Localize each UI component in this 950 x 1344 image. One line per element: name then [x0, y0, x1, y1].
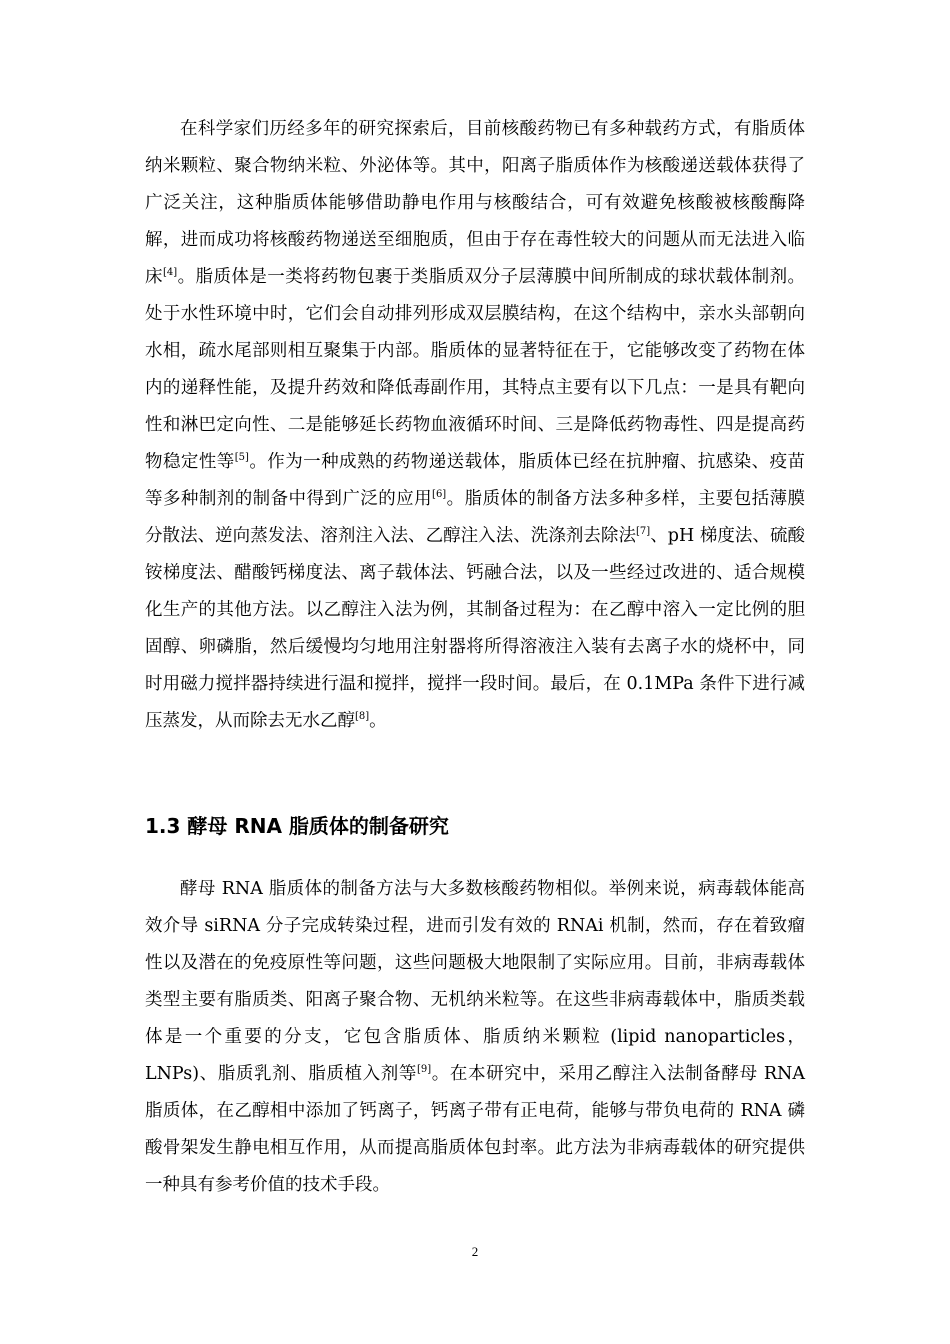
citation-ref[interactable]: [6] [432, 489, 447, 501]
body-paragraph-lipid-carriers [145, 111, 805, 740]
body-paragraph-yeast-rna-liposome [145, 871, 805, 1204]
citation-ref[interactable]: [7] [636, 526, 651, 538]
paragraph-text: 酵母 RNA 脂质体的制备方法与大多数核酸药物相似。举例来说，病毒载体能高效介导 siRNA 分子完成转染过程，进而引发有效的 RNAi 机制，然而，存在着致瘤性以及潜在的免疫原性等问题，这些问题极大地限制了实际应用。目前，非病毒载体类型主要有脂质类、阳离子聚合物、无机纳米粒等。在这些非病毒载体中，脂质类载体是一个重要的分支，它包含脂质体、脂质纳米颗粒 (lipid nanoparticles，LNPs)、脂质乳剂、脂质植入剂等 [145, 879, 805, 1084]
citation-ref[interactable]: [5] [234, 452, 249, 464]
page-number: 2 [471, 1244, 479, 1259]
citation-ref[interactable]: [9] [416, 1064, 432, 1076]
paragraph-text: 、pH 梯度法、硫酸铵梯度法、醋酸钙梯度法、离子载体法、钙融合法，以及一些经过改进的、适合规模化生产的其他方法。以乙醇注入法为例，其制备过程为：在乙醇中溶入一定比例的胆固醇、卵磷脂，然后缓慢均匀地用注射器将所得溶液注入装有去离子水的烧杯中，同时用磁力搅拌器持续进行温和搅拌，搅拌一段时间。最后，在 0.1MPa 条件下进行减压蒸发，从而除去无水乙醇 [145, 526, 806, 731]
citation-ref[interactable]: [4] [162, 267, 178, 279]
paragraph-text: 在科学家们历经多年的研究探索后，目前核酸药物已有多种载药方式，有脂质体纳米颗粒、聚合物纳米粒、外泌体等。其中，阳离子脂质体作为核酸递送载体获得了广泛关注，这种脂质体能够借助静电作用与核酸结合，可有效避免核酸被核酸酶降解，进而成功将核酸药物递送至细胞质，但由于存在毒性较大的问题从而无法进入临床 [145, 119, 805, 287]
paragraph-text: 。作为一种成熟的药物递送载体，脂质体已经在抗肿瘤、抗感染、疫苗等多种制剂的制备中得到广泛的应用 [145, 452, 806, 509]
citation-ref[interactable]: [8] [355, 711, 370, 723]
paragraph-text: 。 [369, 711, 387, 731]
paragraph-text: 。脂质体是一类将药物包裹于类脂质双分子层薄膜中间所制成的球状载体制剂。处于水性环境中时，它们会自动排列形成双层膜结构，在这个结构中，亲水头部朝向水相，疏水尾部则相互聚集于内部。脂质体的显著特征在于，它能够改变了药物在体内的递释性能，及提升药效和降低毒副作用，其特点主要有以下几点：一是具有靶向性和淋巴定向性、二是能够延长药物血液循环时间、三是降低药物毒性、四是提高药物稳定性等 [145, 267, 806, 472]
section-heading: 1.3 酵母 RNA 脂质体的制备研究 [145, 814, 449, 838]
paragraph-text: 。脂质体的制备方法多种多样，主要包括薄膜分散法、逆向蒸发法、溶剂注入法、乙醇注入法、洗涤剂去除法 [145, 489, 806, 546]
paragraph-text: 。在本研究中，采用乙醇注入法制备酵母 RNA 脂质体，在乙醇相中添加了钙离子，钙离子带有正电荷，能够与带负电荷的 RNA 磷酸骨架发生静电相互作用，从而提高脂质体包封率。此方法为非病毒载体的研究提供一种具有参考价值的技术手段。 [145, 1064, 805, 1195]
